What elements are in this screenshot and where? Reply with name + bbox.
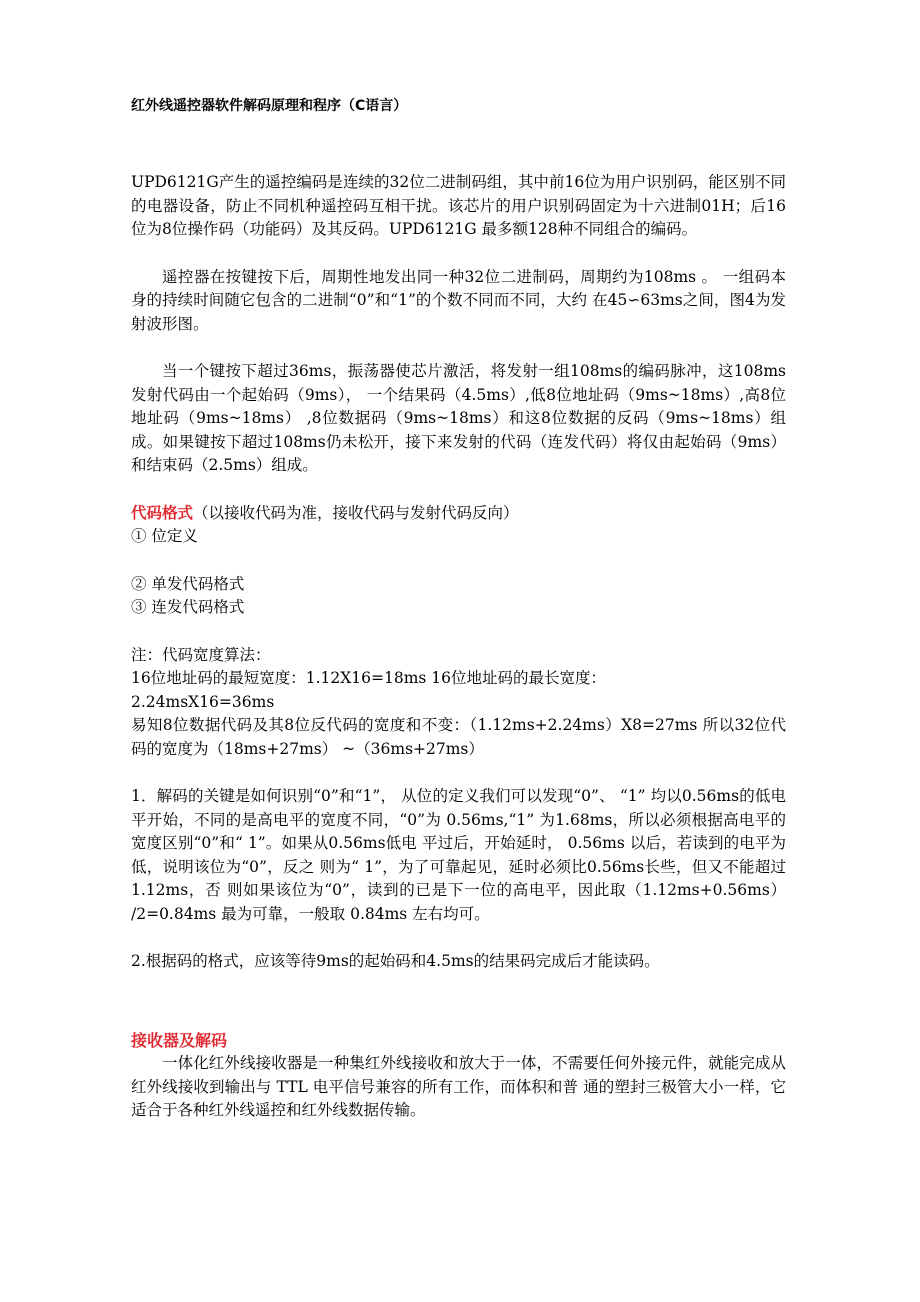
spacer [131, 242, 786, 266]
paragraph-decode-key: 1．解码的关键是如何识别“0”和“1”， 从位的定义我们可以发现“0”、 “1” 均以0.56ms的低电平开始，不同的是高电平的宽度不同，“0”为 0.56ms,“1” 为1.68ms，所以必须根据高电平的宽度区别“0”和“ 1”。如果从0.56ms低电 平过后，开始延时， 0.56ms 以后，若读到的电平为低，说明该位为“0”，反之 则为“ 1”，为了可靠起见，延时必须比0.56ms长些，但又不能超过1.12ms，否 则如果该位为“0”，读到的已是下一位的高电平，因此取（1.12ms+0.56ms） /2=0.84ms 最为可靠，一般取 0.84ms 左右均可。 [131, 787, 786, 923]
spacer [131, 974, 786, 1029]
paragraph-receiver: 一体化红外线接收器是一种集红外线接收和放大于一体，不需要任何外接元件，就能完成从红外线接收到输出与 TTL 电平信号兼容的所有工作，而体积和普 通的塑封三极管大小一样，它适合于各种红外线遥控和红外线数据传输。 [131, 1054, 786, 1119]
spacer [131, 116, 786, 171]
spacer [131, 336, 786, 360]
receiver-heading: 接收器及解码 [131, 1030, 228, 1050]
code-format-heading: 代码格式 [131, 503, 194, 522]
spacer [131, 549, 786, 573]
list-item-bit-definition: ① 位定义 [131, 527, 198, 545]
paragraph-encoding: UPD6121G产生的遥控编码是连续的32位二进制码组，其中前16位为用户识别码，能区别不同的电器设备，防止不同机种遥控码互相干扰。该芯片的用户识别码固定为十六进制01H；后16位为8位操作码（功能码）及其反码。UPD6121G 最多额128种不同组合的编码。 [131, 173, 786, 238]
paragraph-period: 遥控器在按键按下后，周期性地发出同一种32位二进制码，周期约为108ms 。 一组码本身的持续时间随它包含的二进制“0”和“1”的个数不同而不同，大约 在45∽63ms之间，图4为发射波形图。 [131, 267, 786, 333]
document-title: 红外线遥控器软件解码原理和程序（C语言） [131, 98, 408, 114]
note-title: 注：代码宽度算法： [131, 645, 271, 664]
note-data-width: 易知8位数据代码及其8位反代码的宽度和不变：（1.12ms+2.24ms）X8=27ms 所以32位代码的宽度为（18ms+27ms） ~（36ms+27ms） [131, 716, 786, 758]
note-address-max: 2.24msX16=36ms [131, 692, 275, 711]
spacer [131, 478, 786, 502]
list-item-repeat-code: ③ 连发代码格式 [131, 598, 245, 616]
code-format-heading-line [131, 502, 786, 526]
spacer [131, 620, 786, 644]
spacer [131, 761, 786, 785]
list-item-single-code: ② 单发代码格式 [131, 574, 245, 593]
paragraph-pulse: 当一个键按下超过36ms，振荡器使芯片激活，将发射一组108ms的编码脉冲，这108ms发射代码由一个起始码（9ms）， 一个结果码（4.5ms）,低8位地址码（9ms~18ms）,高8位地址码（9ms~18ms） ,8位数据码（9ms~18ms）和这8位数据的反码（9ms~18ms）组成。如果键按下超过108ms仍未松开，接下来发射的代码（连发代码）将仅由起始码（9ms）和结束码（2.5ms）组成。 [131, 362, 786, 474]
spacer [131, 926, 786, 950]
paragraph-decode-wait: 2.根据码的格式，应该等待9ms的起始码和4.5ms的结果码完成后才能读码。 [131, 952, 660, 970]
code-format-note: （以接收代码为准，接收代码与发射代码反向） [193, 503, 519, 522]
document-page [131, 96, 786, 1123]
note-address-width: 16位地址码的最短宽度：1.12X16=18ms 16位地址码的最长宽度： [131, 669, 607, 687]
